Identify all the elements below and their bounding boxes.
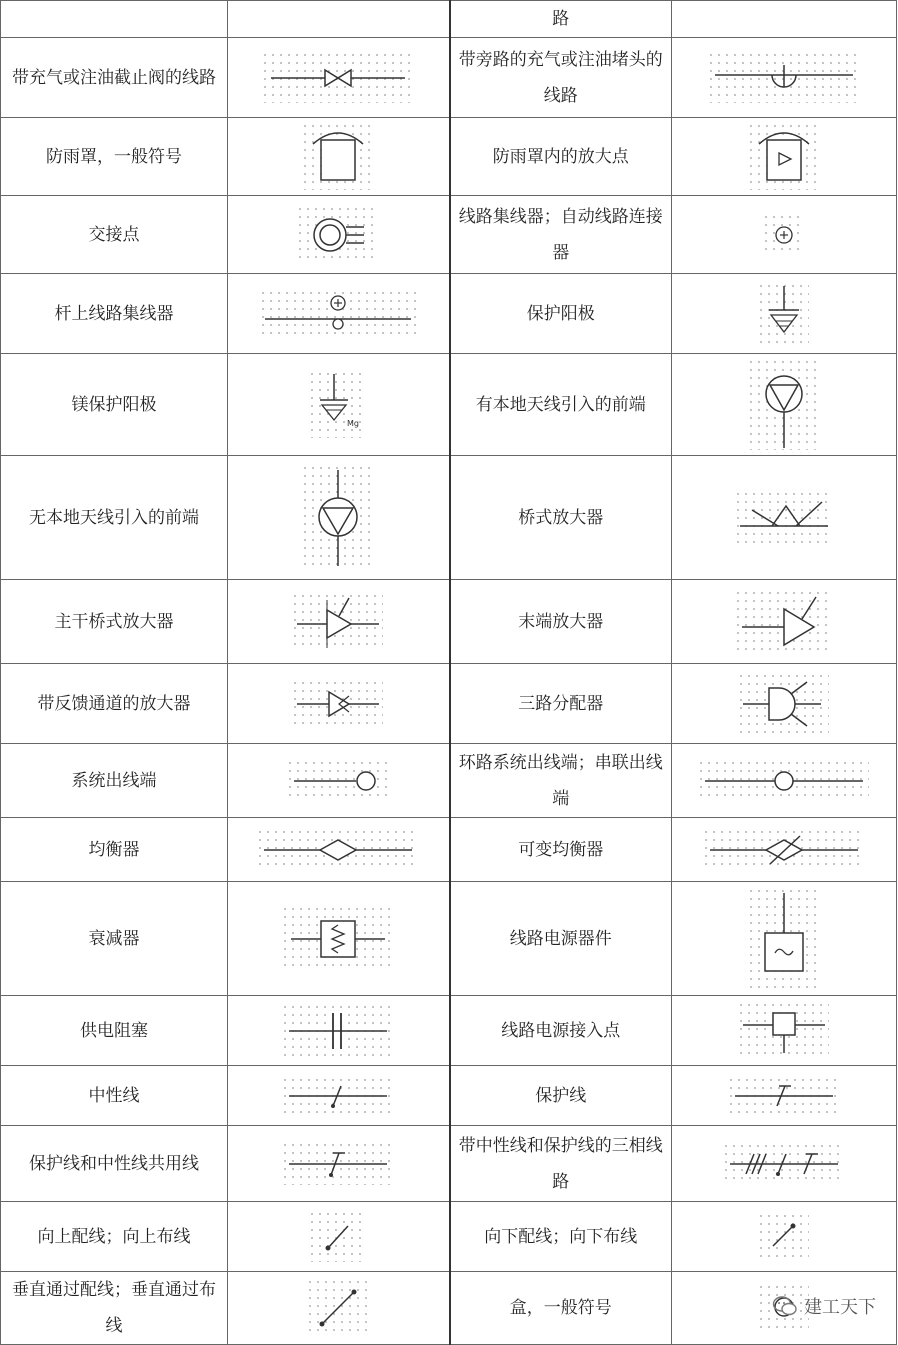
mg-anode-symbol xyxy=(228,354,450,456)
headend-no-antenna-symbol xyxy=(228,456,450,580)
table-row xyxy=(1,38,897,118)
symbol-cell xyxy=(672,1,897,38)
table-row xyxy=(1,996,897,1066)
symbol-label: 环路系统出线端；串联出线端 xyxy=(450,744,672,818)
table-row xyxy=(1,196,897,274)
symbol-label: 供电阻塞 xyxy=(1,996,228,1066)
symbol-label: 衰减器 xyxy=(1,882,228,996)
trunk-bridge-amp-symbol xyxy=(228,580,450,664)
three-phase-line-symbol xyxy=(672,1126,897,1202)
table-row xyxy=(1,882,897,996)
symbol-label: 有本地天线引入的前端 xyxy=(450,354,672,456)
mg-text: Mg xyxy=(347,418,360,428)
rain-cover-amp-symbol xyxy=(672,118,897,196)
table-row xyxy=(1,354,897,456)
symbol-label: 带中性线和保护线的三相线路 xyxy=(450,1126,672,1202)
power-blocking-symbol xyxy=(228,996,450,1066)
symbol-label: 三路分配器 xyxy=(450,664,672,744)
table-row xyxy=(1,580,897,664)
symbol-label: 向上配线；向上布线 xyxy=(1,1202,228,1272)
symbol-label: 末端放大器 xyxy=(450,580,672,664)
symbol-label: 带旁路的充气或注油堵头的线路 xyxy=(450,38,672,118)
table-row xyxy=(1,274,897,354)
table-row xyxy=(1,664,897,744)
feedback-amp-symbol xyxy=(228,664,450,744)
symbol-label: 桥式放大器 xyxy=(450,456,672,580)
symbol-label: 带充气或注油截止阀的线路 xyxy=(1,38,228,118)
wiring-through-symbol xyxy=(228,1272,450,1345)
line-power-unit-symbol xyxy=(672,882,897,996)
table-row xyxy=(1,1126,897,1202)
symbol-label: 保护阳极 xyxy=(450,274,672,354)
rain-cover-symbol xyxy=(228,118,450,196)
symbol-label: 防雨罩内的放大点 xyxy=(450,118,672,196)
symbol-label: 中性线 xyxy=(1,1066,228,1126)
symbol-label: 盒，一般符号 xyxy=(450,1272,672,1345)
wiring-up-symbol xyxy=(228,1202,450,1272)
loop-outlet-symbol xyxy=(672,744,897,818)
watermark-text: 建工天下 xyxy=(804,1297,876,1318)
line-concentrator-symbol xyxy=(672,196,897,274)
protective-anode-symbol xyxy=(672,274,897,354)
symbol-label: 系统出线端 xyxy=(1,744,228,818)
power-insertion-point-symbol xyxy=(672,996,897,1066)
bridge-amplifier-symbol xyxy=(672,456,897,580)
symbol-label: 保护线和中性线共用线 xyxy=(1,1126,228,1202)
table-row xyxy=(1,744,897,818)
symbol-label: 均衡器 xyxy=(1,818,228,882)
protective-line-symbol xyxy=(672,1066,897,1126)
symbol-label: 线路电源接入点 xyxy=(450,996,672,1066)
symbol-label xyxy=(1,1,228,38)
variable-equalizer-symbol xyxy=(672,818,897,882)
table-row xyxy=(1,818,897,882)
symbol-label: 线路电源器件 xyxy=(450,882,672,996)
table-row xyxy=(1,1272,897,1345)
neutral-line-symbol xyxy=(228,1066,450,1126)
symbol-label: 交接点 xyxy=(1,196,228,274)
table-row xyxy=(1,1202,897,1272)
symbol-label: 防雨罩，一般符号 xyxy=(1,118,228,196)
three-way-splitter-symbol xyxy=(672,664,897,744)
symbol-cell xyxy=(228,1,450,38)
symbol-label: 镁保护阳极 xyxy=(1,354,228,456)
system-outlet-symbol xyxy=(228,744,450,818)
table-row xyxy=(1,1,897,38)
table-row xyxy=(1,118,897,196)
symbol-label: 保护线 xyxy=(450,1066,672,1126)
symbol-label: 无本地天线引入的前端 xyxy=(1,456,228,580)
attenuator-symbol xyxy=(228,882,450,996)
table-row xyxy=(1,456,897,580)
headend-local-antenna-symbol xyxy=(672,354,897,456)
symbol-label: 带反馈通道的放大器 xyxy=(1,664,228,744)
symbol-label: 主干桥式放大器 xyxy=(1,580,228,664)
symbol-label: 杆上线路集线器 xyxy=(1,274,228,354)
valve-line-symbol xyxy=(228,38,450,118)
symbol-label: 路 xyxy=(450,1,672,38)
equalizer-symbol xyxy=(228,818,450,882)
symbol-label: 可变均衡器 xyxy=(450,818,672,882)
table-row xyxy=(1,1066,897,1126)
symbol-label: 向下配线；向下布线 xyxy=(450,1202,672,1272)
terminal-amp-symbol xyxy=(672,580,897,664)
symbol-label: 线路集线器；自动线路连接器 xyxy=(450,196,672,274)
symbol-label: 垂直通过配线；垂直通过布线 xyxy=(1,1272,228,1345)
wiring-down-symbol xyxy=(672,1202,897,1272)
pole-concentrator-symbol xyxy=(228,274,450,354)
junction-symbol xyxy=(228,196,450,274)
pen-line-symbol xyxy=(228,1126,450,1202)
wechat-icon xyxy=(772,1295,798,1317)
watermark xyxy=(772,1293,876,1319)
bypass-plug-symbol xyxy=(672,38,897,118)
